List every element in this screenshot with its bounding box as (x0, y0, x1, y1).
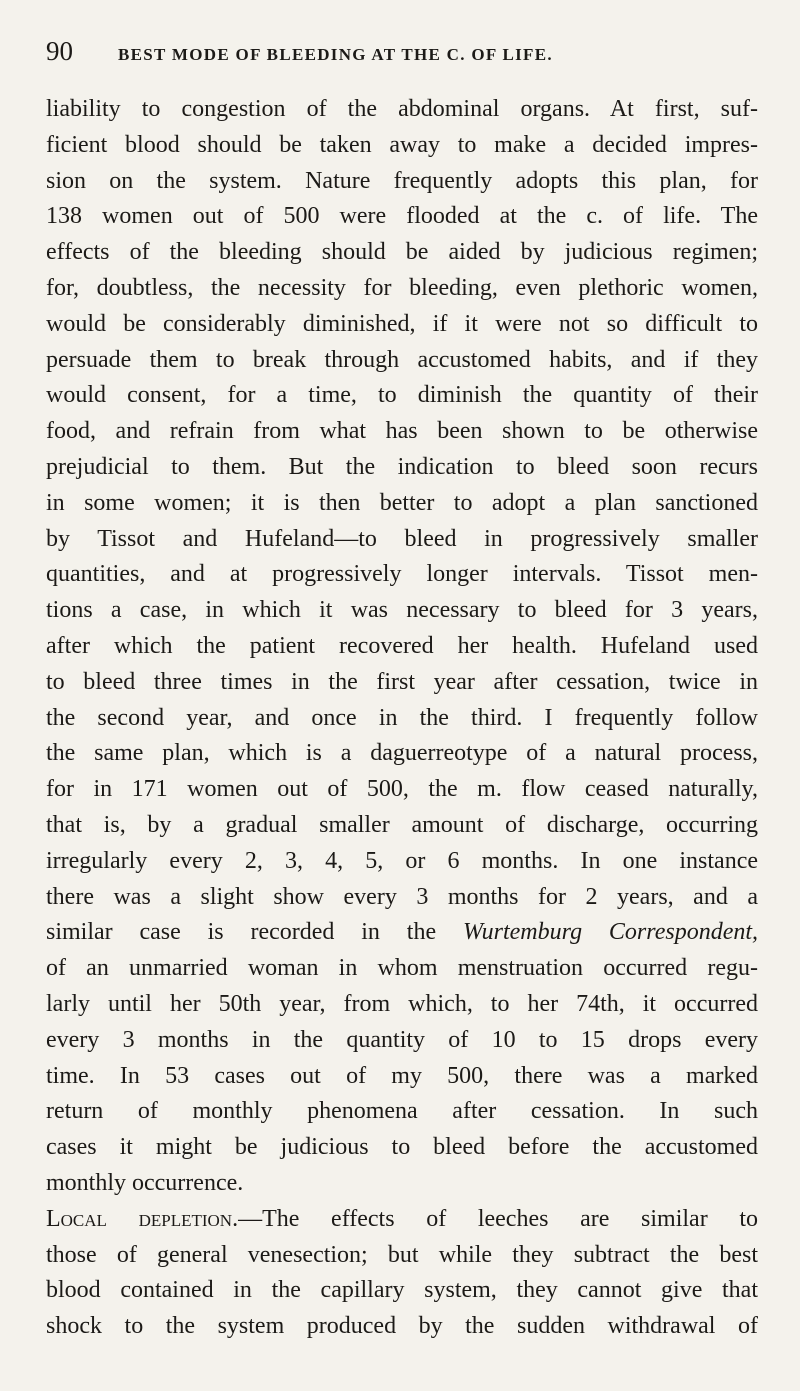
text-line: persuade them to break through accustomed habits, and if they (46, 346, 758, 373)
text-line: blood contained in the capillary system, they cannot give that (46, 1277, 758, 1304)
text-line: that is, by a gradual smaller amount of discharge, occurring (46, 811, 758, 838)
text-line: tions a case, in which it was necessary to bleed for 3 years, (46, 597, 758, 624)
text-line: effects of the bleeding should be aided by judicious regimen; (46, 239, 758, 266)
text-line: the same plan, which is a daguerreotype of a natural process, (46, 740, 758, 767)
text-line: the second year, and once in the third. I frequently follow (46, 704, 758, 731)
page-header (46, 36, 758, 84)
body-text (46, 92, 758, 1345)
text-line: time. In 53 cases out of my 500, there was a marked (46, 1062, 758, 1089)
text-run: —The effects of leeches are similar to (238, 1205, 759, 1232)
text-line: sion on the system. Nature frequently adopts this plan, for (46, 167, 758, 194)
text-line: ficient blood should be taken away to make a decided impres- (46, 131, 758, 158)
text-line: for, doubtless, the necessity for bleeding, even plethoric women, (46, 274, 758, 301)
text-line: would be considerably diminished, if it were not so difficult to (46, 310, 758, 337)
text-line: would consent, for a time, to diminish the quantity of their (46, 382, 758, 409)
text-line: larly until her 50th year, from which, to her 74th, it occurred (46, 990, 758, 1017)
page-number: 90 (46, 36, 73, 66)
text-line: cases it might be judicious to bleed before the accustomed (46, 1134, 758, 1161)
text-line: after which the patient recovered her health. Hufeland used (46, 632, 758, 659)
text-line: food, and refrain from what has been shown to be otherwise (46, 418, 758, 445)
italic-title: Wurtemburg Correspondent, (462, 919, 759, 946)
text-line: for in 171 women out of 500, the m. flow ceased naturally, (46, 776, 758, 803)
text-line-with-italic (46, 915, 758, 951)
text-line: in some women; it is then better to adopt a plan sanctioned (46, 489, 758, 516)
text-line-paragraph-end: monthly occurrence. (46, 1169, 244, 1196)
text-line: shock to the system produced by the sudden withdrawal of (46, 1313, 758, 1340)
text-line: return of monthly phenomena after cessation. In such (46, 1098, 758, 1125)
text-line: liability to congestion of the abdominal organs. At first, suf- (46, 96, 758, 122)
text-line: those of general venesection; but while they subtract the best (46, 1241, 758, 1268)
paragraph-heading-line (46, 1202, 758, 1238)
section-heading: Local depletion. (46, 1205, 239, 1232)
text-line: prejudicial to them. But the indication to bleed soon recurs (46, 453, 758, 480)
text-line: there was a slight show every 3 months for 2 years, and a (46, 883, 758, 910)
text-run: similar case is recorded in the (46, 919, 463, 946)
text-line: quantities, and at progressively longer intervals. Tissot men- (46, 561, 758, 588)
text-line: to bleed three times in the first year after cessation, twice in (46, 668, 758, 695)
running-head: BEST MODE OF BLEEDING AT THE C. OF LIFE. (118, 45, 553, 64)
text-line: of an unmarried woman in whom menstruation occurred regu- (46, 955, 758, 982)
text-line: by Tissot and Hufeland—to bleed in progressively smaller (46, 525, 758, 552)
text-line: irregularly every 2, 3, 4, 5, or 6 months. In one instance (46, 847, 758, 874)
text-line: 138 women out of 500 were flooded at the c. of life. The (46, 203, 758, 230)
text-line: every 3 months in the quantity of 10 to 15 drops every (46, 1026, 758, 1053)
